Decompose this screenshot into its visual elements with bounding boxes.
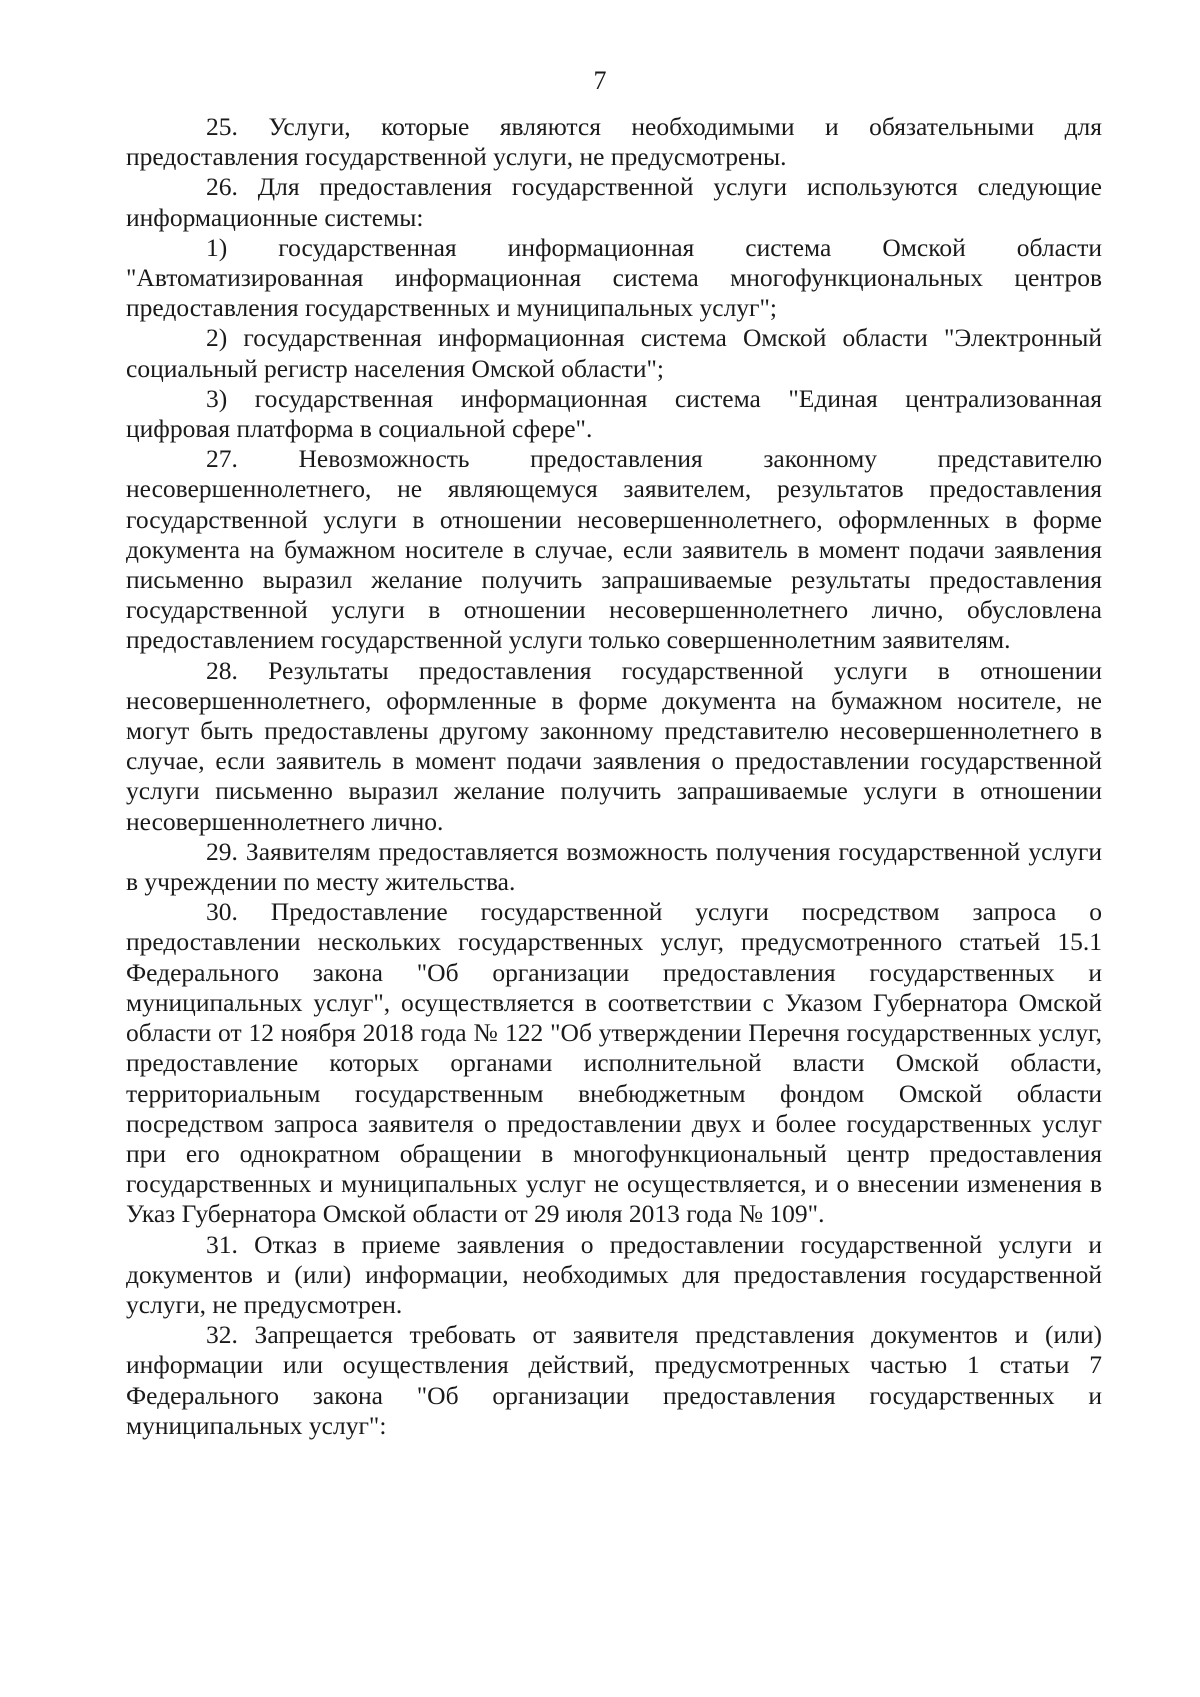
list-item-2: 2) государственная информационная система Омской области "Электронный социальный регистр населения Омской области"; [126,323,1102,383]
paragraph-27: 27. Невозможность предоставления законному представителю несовершеннолетнего, не являющемуся заявителем, результатов предоставления государственной услуги в отношении несовершеннолетнего, оформленных в форме документа на бумажном носителе в случае, если заявитель в момент подачи заявления письменно выразил желание получить запрашиваемые результаты предоставления государственной услуги в отношении несовершеннолетнего лично, обусловлена предоставлением государственной услуги только совершеннолетним заявителям. [126,444,1102,655]
page-number: 7 [593,66,607,95]
document-body [126,112,1102,1441]
list-item-1: 1) государственная информационная система Омской области "Автоматизированная информационная система многофункциональных центров предоставления государственных и муниципальных услуг"; [126,232,1102,323]
paragraph-29: 29. Заявителям предоставляется возможность получения государственной услуги в учреждении по месту жительства. [126,836,1102,897]
paragraph-28: 28. Результаты предоставления государственной услуги в отношении несовершеннолетнего, оформленные в форме документа на бумажном носителе, не могут быть предоставлены другому законному представителю несовершеннолетнего в случае, если заявитель в момент подачи заявления о предоставлении государственной услуги письменно выразил желание получить запрашиваемые услуги в отношении несовершеннолетнего лично. [126,655,1102,836]
paragraph-31: 31. Отказ в приеме заявления о предоставлении государственной услуги и документов и (или) информации, необходимых для предоставления государственной услуги, не предусмотрен. [126,1229,1102,1319]
paragraph-25: 25. Услуги, которые являются необходимыми и обязательными для предоставления государственной услуги, не предусмотрены. [126,112,1102,172]
paragraph-32: 32. Запрещается требовать от заявителя представления документов и (или) информации или осуществления действий, предусмотренных частью 1 статьи 7 Федерального закона "Об организации предоставления государственных и муниципальных услуг": [126,1320,1102,1440]
paragraph-30: 30. Предоставление государственной услуги посредством запроса о предоставлении нескольких государственных услуг, предусмотренного статьей 15.1 Федерального закона "Об организации предоставления государственных и муниципальных услуг", осуществляется в соответствии с Указом Губернатора Омской области от 12 ноября 2018 года № 122 "Об утверждении Перечня государственных услуг, предоставление которых органами исполнительной власти Омской области, территориальным государственным внебюджетным фондом Омской области посредством запроса заявителя о предоставлении двух и более государственных услуг при его однократном обращении в многофункциональный центр предоставления государственных и муниципальных услуг не осуществляется, и о внесении изменения в Указ Губернатора Омской области от 29 июля 2013 года № 109". [126,897,1102,1229]
paragraph-26: 26. Для предоставления государственной услуги используются следующие информационные системы: [126,172,1102,232]
list-item-3: 3) государственная информационная система "Единая централизованная цифровая платформа в социальной сфере". [126,383,1102,444]
